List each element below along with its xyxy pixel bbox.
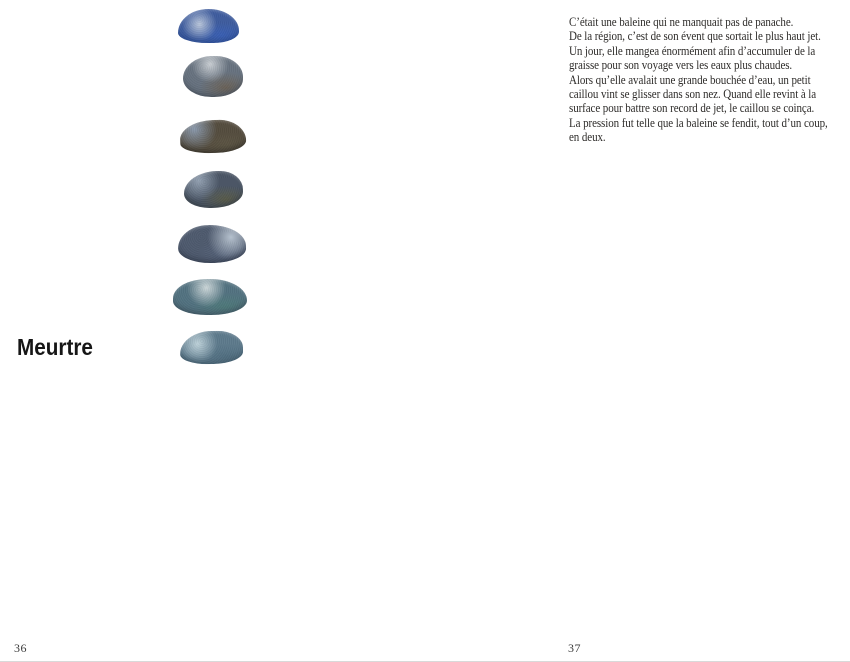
pebble-dark-slate-illustration (184, 171, 243, 208)
story-line: La pression fut telle que la baleine se fendit, tout d’un coup, (569, 115, 828, 130)
right-page (425, 0, 850, 662)
chapter-title: Meurtre (17, 334, 93, 360)
page-number-right: 37 (568, 641, 581, 655)
story-line: graisse pour son voyage vers les eaux plus chaudes. (569, 58, 793, 73)
story-line: C’était une baleine qui ne manquait pas de panache. (569, 15, 794, 29)
pebble-blue-gray-illustration (178, 224, 247, 263)
story-line: De la région, c’est de son évent que sortait le plus haut jet. (569, 29, 821, 44)
story-line: surface pour battre son record de jet, le caillou se coinça. (569, 101, 815, 116)
pebble-teal-illustration (173, 279, 247, 315)
pebble-steel-blue-illustration (180, 330, 244, 364)
page-number-left: 36 (14, 641, 27, 655)
story-line: caillou vint se glisser dans son nez. Quand elle revint à la (569, 87, 817, 102)
pebble-blue-illustration (178, 9, 239, 43)
story-line: Alors qu’elle avalait une grande bouchée d’eau, un petit (569, 72, 811, 87)
pebble-brown-olive-illustration (179, 119, 246, 154)
story-line: en deux. (569, 130, 606, 145)
pebble-gray-blue-illustration (183, 56, 243, 97)
story-text-block (569, 15, 828, 145)
story-line: Un jour, elle mangea énormément afin d’accumuler de la (569, 43, 816, 58)
